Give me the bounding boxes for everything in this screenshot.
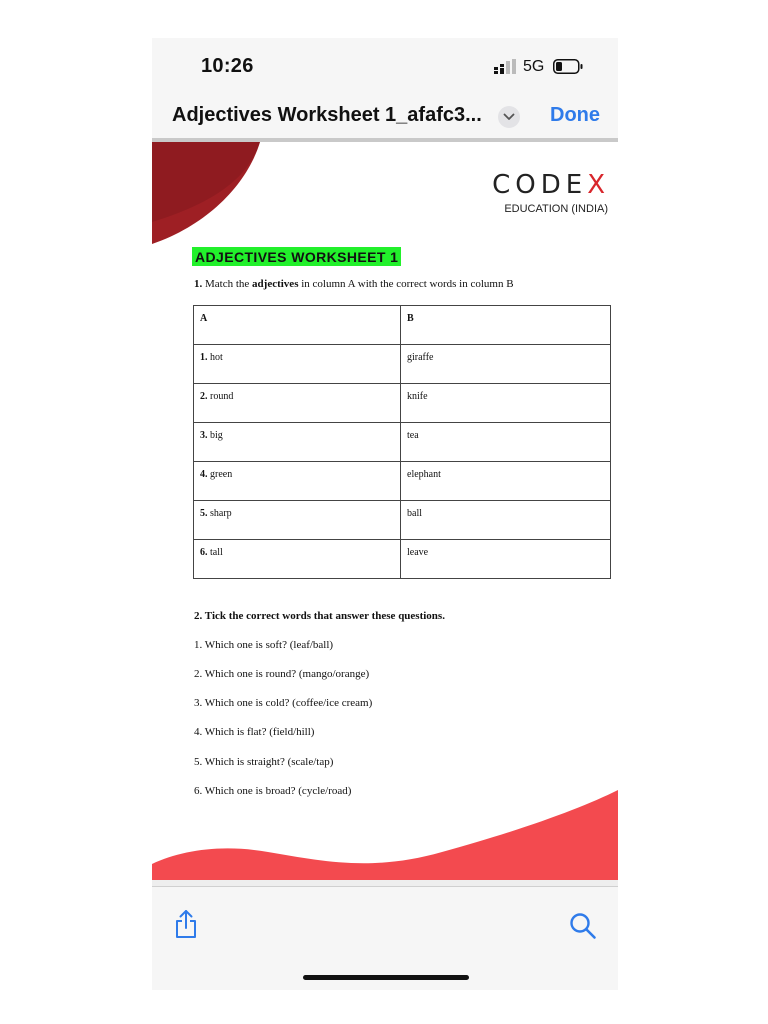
table-row xyxy=(194,501,611,540)
adjective: sharp xyxy=(207,508,232,519)
question-item: 1. Which one is soft? (leaf/ball) xyxy=(194,639,334,651)
column-b-cell: giraffe xyxy=(401,345,611,384)
logo-text-accent: X xyxy=(587,170,610,200)
question-item: 5. Which is straight? (scale/tap) xyxy=(194,756,334,768)
table-row xyxy=(194,384,611,423)
row-number: 4. xyxy=(200,469,208,480)
row-number: 6. xyxy=(200,547,208,558)
phone-screen xyxy=(152,38,618,990)
q1-prefix: Match the xyxy=(202,278,253,290)
table-row xyxy=(194,423,611,462)
column-a-cell xyxy=(194,345,401,384)
search-icon[interactable] xyxy=(569,912,597,940)
column-a-header: A xyxy=(194,306,401,345)
network-type: 5G xyxy=(523,58,545,75)
signal-icon xyxy=(494,59,516,74)
battery-icon xyxy=(553,59,583,74)
column-b-cell: knife xyxy=(401,384,611,423)
document-title: Adjectives Worksheet 1_afafc3... xyxy=(172,104,482,126)
question-item: 2. Which one is round? (mango/orange) xyxy=(194,668,370,680)
column-b-cell: tea xyxy=(401,423,611,462)
home-indicator[interactable] xyxy=(303,975,469,980)
column-b-header: B xyxy=(401,306,611,345)
share-icon[interactable] xyxy=(173,909,199,939)
status-bar xyxy=(152,38,618,94)
adjective: green xyxy=(207,469,233,480)
table-row xyxy=(194,345,611,384)
row-number: 2. xyxy=(200,391,208,402)
column-a-cell xyxy=(194,384,401,423)
codex-logo xyxy=(492,170,610,200)
row-number: 3. xyxy=(200,430,208,441)
q1-number: 1. xyxy=(194,278,203,290)
question-item: 6. Which one is broad? (cycle/road) xyxy=(194,785,352,797)
adjective: tall xyxy=(207,547,223,558)
column-b-cell: elephant xyxy=(401,462,611,501)
column-a-cell xyxy=(194,462,401,501)
table-header-row xyxy=(194,306,611,345)
adjective: big xyxy=(207,430,223,441)
question-2-heading: 2. Tick the correct words that answer these questions. xyxy=(194,610,445,622)
question-item: 4. Which is flat? (field/hill) xyxy=(194,726,315,738)
document-page[interactable] xyxy=(152,142,618,886)
bottom-wave-decoration xyxy=(152,778,618,886)
row-number: 5. xyxy=(200,508,208,519)
adjective: hot xyxy=(207,352,223,363)
table-row xyxy=(194,540,611,579)
column-b-cell: leave xyxy=(401,540,611,579)
column-a-cell xyxy=(194,423,401,462)
column-a-cell xyxy=(194,540,401,579)
q1-suffix: in column A with the correct words in column B xyxy=(298,278,514,290)
row-number: 1. xyxy=(200,352,208,363)
question-item: 3. Which one is cold? (coffee/ice cream) xyxy=(194,697,373,709)
done-button[interactable]: Done xyxy=(550,104,600,126)
corner-decoration xyxy=(152,142,272,246)
status-time: 10:26 xyxy=(201,55,254,77)
nav-bar xyxy=(152,94,618,142)
logo-text-main: CODE xyxy=(492,170,588,200)
table-row xyxy=(194,462,611,501)
matching-table xyxy=(193,305,611,579)
column-a-cell xyxy=(194,501,401,540)
logo-subtitle: EDUCATION (INDIA) xyxy=(504,203,608,215)
chevron-down-icon[interactable] xyxy=(498,106,520,128)
adjective: round xyxy=(207,391,234,402)
worksheet-heading: ADJECTIVES WORKSHEET 1 xyxy=(192,247,401,266)
question-1-text xyxy=(194,278,514,290)
column-b-cell: ball xyxy=(401,501,611,540)
q1-keyword: adjectives xyxy=(252,278,299,290)
bottom-toolbar xyxy=(152,886,618,990)
